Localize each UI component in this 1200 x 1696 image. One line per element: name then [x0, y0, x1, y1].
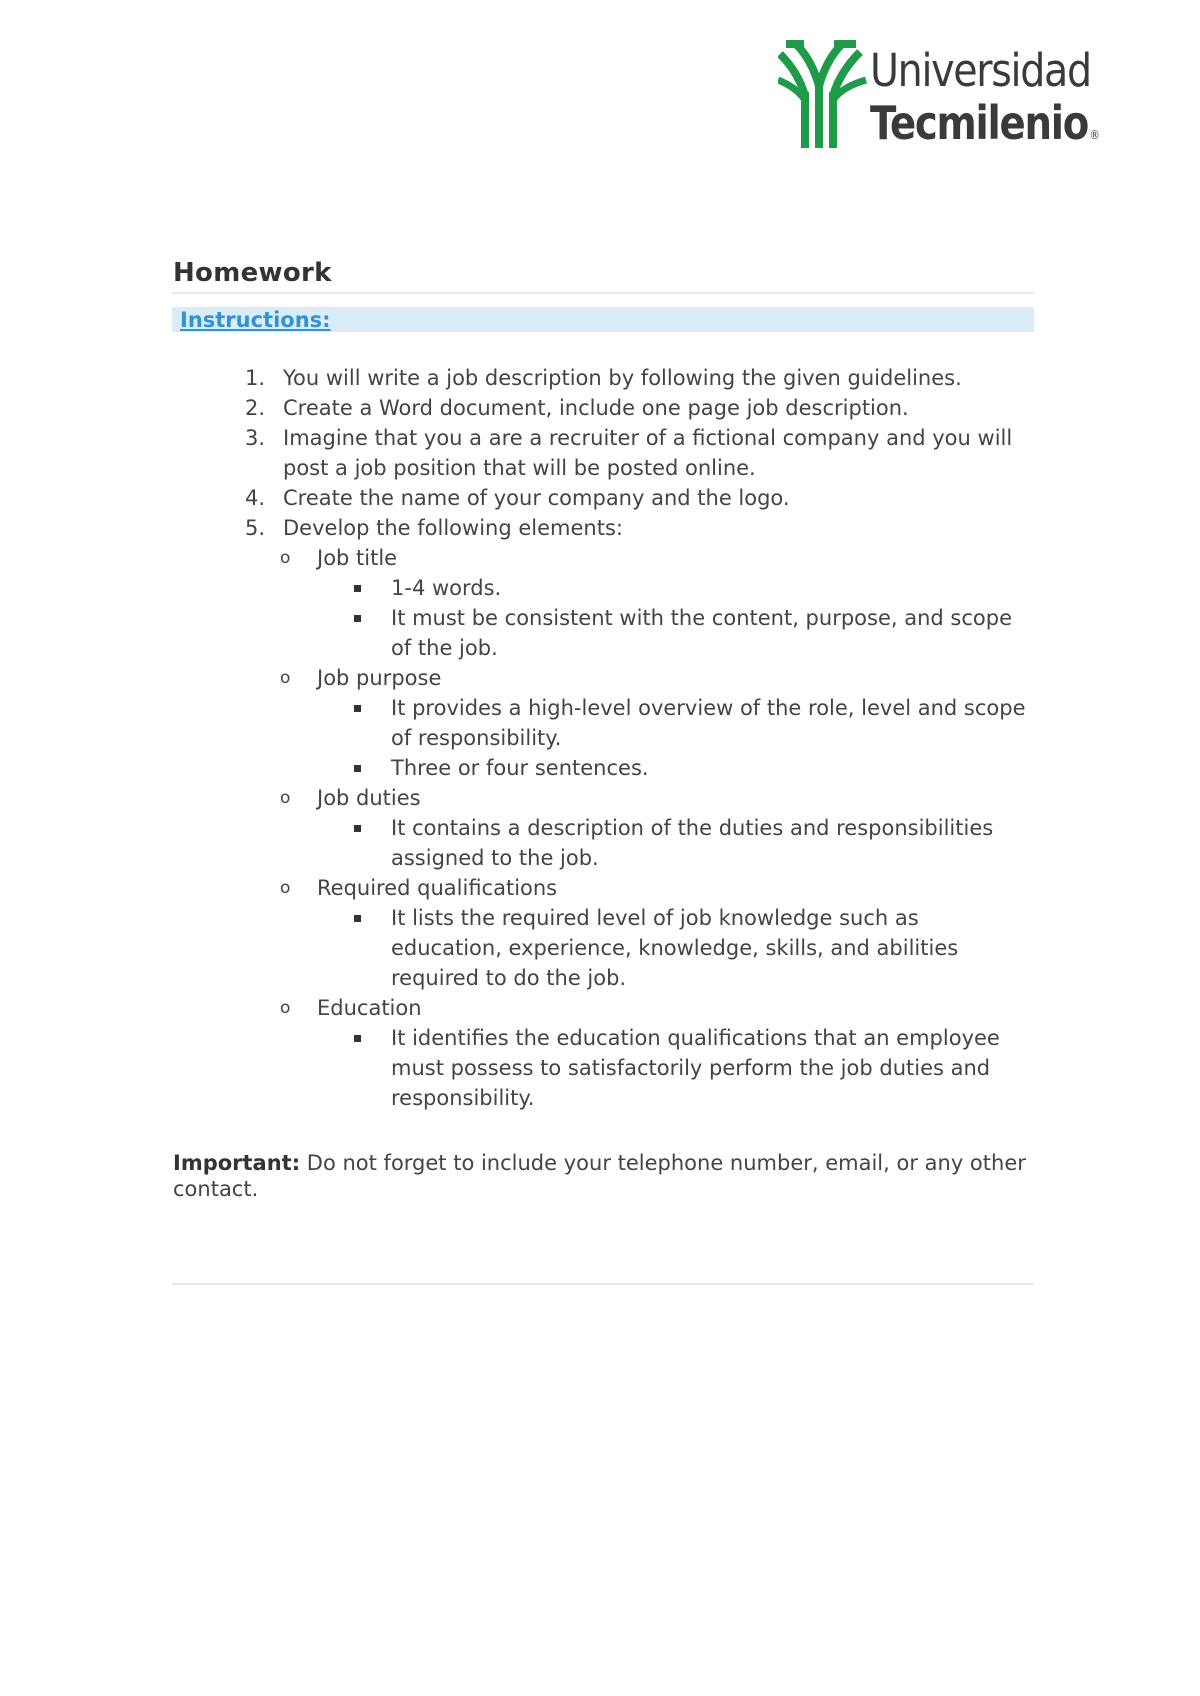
- square-bullet-icon: [354, 705, 361, 712]
- element-item: [0, 663, 1200, 693]
- logo-line-universidad: Universidad: [870, 44, 1091, 97]
- element-label: Job purpose: [317, 666, 442, 690]
- circle-bullet-icon: o: [280, 788, 291, 808]
- important-text: Do not forget to include your telephone number, email, or any other contact.: [173, 1151, 1026, 1201]
- step-text: Develop the following elements:: [283, 516, 623, 540]
- square-bullet-icon: [354, 1035, 361, 1042]
- point-text: Three or four sentences.: [391, 756, 649, 780]
- step-text: Create a Word document, include one page job description.: [283, 396, 909, 420]
- circle-bullet-icon: o: [280, 878, 291, 898]
- element-item: [0, 783, 1200, 813]
- square-bullet-icon: [354, 765, 361, 772]
- university-logo: [778, 40, 1098, 152]
- step-item: [0, 363, 1200, 393]
- step-number: 2.: [245, 396, 266, 420]
- square-bullet-icon: [354, 825, 361, 832]
- step-text: Create the name of your company and the logo.: [283, 486, 790, 510]
- step-item: [0, 393, 1200, 423]
- point-text: It provides a high-level overview of the role, level and scope of responsibility.: [391, 696, 1026, 750]
- element-point: [0, 1023, 1200, 1113]
- element-point: [0, 693, 1200, 753]
- circle-bullet-icon: o: [280, 548, 291, 568]
- footer-divider: [172, 1283, 1034, 1285]
- circle-bullet-icon: o: [280, 668, 291, 688]
- element-item: [0, 993, 1200, 1023]
- element-item: [0, 543, 1200, 573]
- point-text: It contains a description of the duties and responsibilities assigned to the job.: [391, 816, 994, 870]
- point-text: It identifies the education qualifications that an employee must possess to satisfactorily perform the job duties and responsibility.: [391, 1026, 1000, 1110]
- element-point: [0, 603, 1200, 663]
- important-note: [173, 1150, 1033, 1202]
- square-bullet-icon: [354, 915, 361, 922]
- step-number: 1.: [245, 366, 266, 390]
- step-number: 3.: [245, 426, 266, 450]
- point-text: It must be consistent with the content, purpose, and scope of the job.: [391, 606, 1012, 660]
- title-divider: [172, 292, 1034, 294]
- element-label: Education: [317, 996, 422, 1020]
- element-label: Job duties: [317, 786, 421, 810]
- step-text: You will write a job description by following the given guidelines.: [283, 366, 962, 390]
- step-number: 5.: [245, 516, 266, 540]
- point-text: It lists the required level of job knowledge such as education, experience, knowledge, skills, and abilities required to do the job.: [391, 906, 959, 990]
- important-label: Important:: [173, 1151, 301, 1175]
- element-point: [0, 813, 1200, 873]
- logo-line-tecmilenio: [870, 98, 1099, 160]
- step-number: 4.: [245, 486, 266, 510]
- element-label: Job title: [317, 546, 398, 570]
- logo-tecmilenio-text: Tecmilenio: [870, 96, 1089, 150]
- point-text: 1-4 words.: [391, 576, 502, 600]
- element-point: [0, 573, 1200, 603]
- step-item: [0, 483, 1200, 513]
- instructions-list: [0, 363, 1200, 1113]
- element-point: [0, 753, 1200, 783]
- element-point: [0, 903, 1200, 993]
- circle-bullet-icon: o: [280, 998, 291, 1018]
- square-bullet-icon: [354, 615, 361, 622]
- element-item: [0, 873, 1200, 903]
- logo-wordmark: [870, 44, 1142, 160]
- page-title: Homework: [173, 258, 332, 288]
- registered-mark: ®: [1089, 128, 1099, 142]
- element-label: Required qualifications: [317, 876, 558, 900]
- step-text: Imagine that you a are a recruiter of a fictional company and you will post a job position that will be posted online.: [283, 426, 1013, 480]
- tecmilenio-tree-icon: [778, 40, 870, 148]
- square-bullet-icon: [354, 585, 361, 592]
- instructions-label: Instructions:: [180, 308, 331, 332]
- step-item: [0, 513, 1200, 543]
- step-item: [0, 423, 1200, 483]
